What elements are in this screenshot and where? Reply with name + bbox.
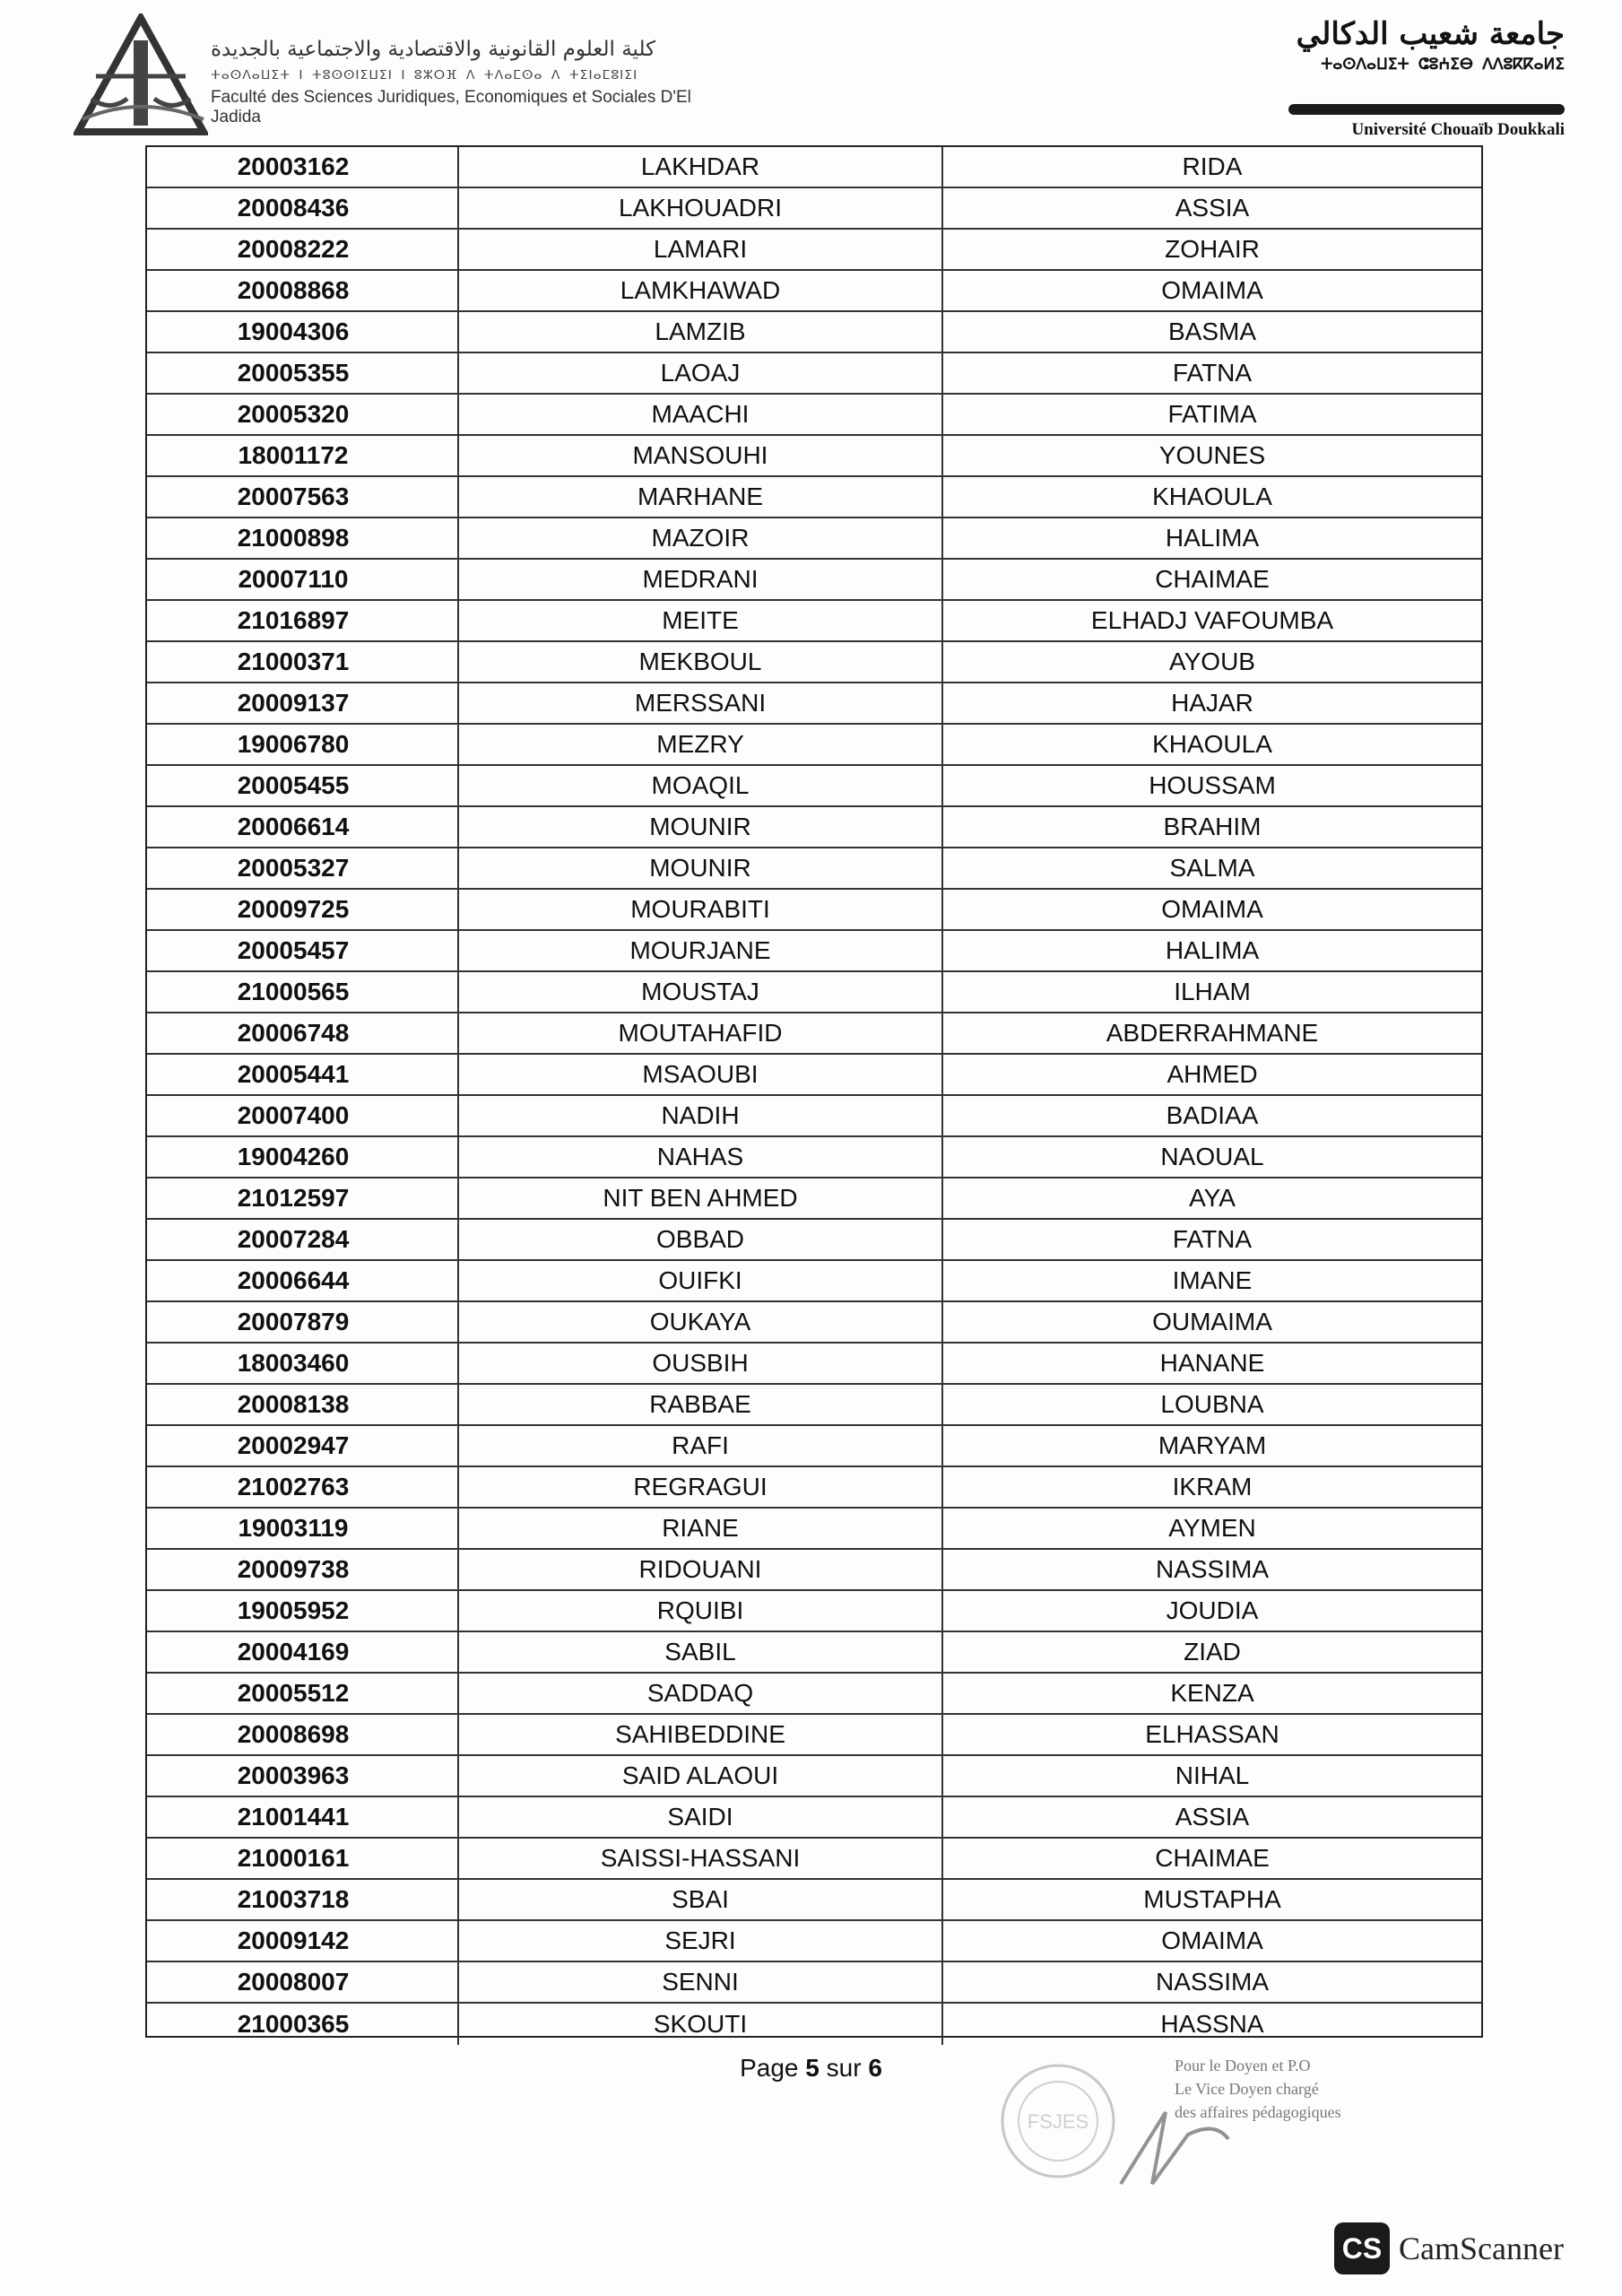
last-name-cell: SAHIBEDDINE [459,1715,943,1754]
table-row [147,1055,1481,1096]
first-name-cell: MARYAM [1158,1431,1267,1459]
last-name-cell: OUKAYA [459,1302,943,1342]
first-name-cell: HAJAR [1171,689,1253,717]
table-row [147,1261,1481,1302]
table-row [147,1220,1481,1261]
page-total: 6 [868,2054,882,2082]
first-name-cell: FATIMA [1167,400,1257,428]
last-name-cell: RQUIBI [459,1591,943,1631]
student-id-cell: 20008007 [147,1962,459,2002]
student-id-cell: 21003718 [147,1880,459,1919]
table-row [147,395,1481,436]
student-id-cell: 21000371 [147,642,459,682]
table-row [147,807,1481,848]
student-id-cell: 20008138 [147,1385,459,1424]
last-name-cell: LAMZIB [459,312,943,352]
table-row [147,271,1481,312]
last-name-cell: SADDAQ [459,1674,943,1713]
student-id-cell: 20005455 [147,766,459,805]
table-row [147,766,1481,807]
student-id-cell: 21000565 [147,972,459,1012]
first-name-cell: OMAIMA [1161,895,1263,923]
student-id-cell: 20005355 [147,353,459,393]
first-name-cell: KHAOULA [1152,483,1272,510]
student-id-cell: 20004169 [147,1632,459,1672]
first-name-cell: JOUDIA [1166,1596,1259,1624]
student-table [145,145,1483,2038]
university-name-arabic: جامعة شعيب الدكالي [1296,16,1565,52]
university-logo-bar [1288,104,1565,115]
first-name-cell: HASSNA [1160,2010,1264,2038]
first-name-cell: NASSIMA [1155,1968,1270,1996]
student-id-cell: 21002763 [147,1467,459,1507]
table-row [147,1591,1481,1632]
first-name-cell: HALIMA [1165,524,1260,552]
university-name-french: Université Chouaïb Doukkali [1351,120,1565,139]
last-name-cell: SENNI [459,1962,943,2002]
university-name-tifinagh: ⵜⴰⵙⴷⴰⵡⵉⵜ ⵛⵓⵄⵉⴱ ⴷⴷⵓⴽⴽⴰⵍⵉ [1321,56,1565,74]
last-name-cell: MOAQIL [459,766,943,805]
student-id-cell: 20006614 [147,807,459,847]
student-id-cell: 20006644 [147,1261,459,1300]
stamp-seal-text: FSJES [1027,2110,1089,2133]
table-row [147,1674,1481,1715]
first-name-cell: FATNA [1172,1225,1253,1253]
first-name-cell: YOUNES [1158,441,1266,469]
table-row [147,1178,1481,1220]
table-row [147,1426,1481,1467]
student-id-cell: 20002947 [147,1426,459,1465]
last-name-cell: MERSSANI [459,683,943,723]
first-name-cell: CHAIMAE [1155,565,1270,593]
student-id-cell: 18001172 [147,436,459,475]
first-name-cell: ZOHAIR [1165,235,1260,263]
camscanner-icon: CS [1334,2222,1390,2274]
first-name-cell: ELHADJ VAFOUMBA [1090,606,1334,634]
first-name-cell: OMAIMA [1161,1926,1263,1954]
table-row [147,1013,1481,1055]
last-name-cell: MAACHI [459,395,943,434]
student-id-cell: 21012597 [147,1178,459,1218]
table-row [147,1467,1481,1509]
student-id-cell: 20007110 [147,560,459,599]
table-row [147,1797,1481,1839]
first-name-cell: BASMA [1167,317,1257,345]
first-name-cell: IKRAM [1172,1473,1253,1500]
student-id-cell: 19005952 [147,1591,459,1631]
last-name-cell: NAHAS [459,1137,943,1177]
table-row [147,1962,1481,2004]
first-name-cell: AHMED [1167,1060,1258,1088]
table-row [147,683,1481,725]
last-name-cell: RAFI [459,1426,943,1465]
last-name-cell: LAKHOUADRI [459,188,943,228]
first-name-cell: HANANE [1159,1349,1265,1377]
first-name-cell: HALIMA [1165,936,1260,964]
last-name-cell: SKOUTI [459,2004,943,2045]
last-name-cell: MSAOUBI [459,1055,943,1094]
table-row [147,931,1481,972]
last-name-cell: MOUTAHAFID [459,1013,943,1053]
first-name-cell: AYMEN [1168,1514,1256,1542]
first-name-cell: NASSIMA [1155,1555,1270,1583]
first-name-cell: FATNA [1172,359,1253,387]
last-name-cell: SAID ALAOUI [459,1756,943,1796]
student-id-cell: 18003460 [147,1344,459,1383]
last-name-cell: LAMARI [459,230,943,269]
table-row [147,353,1481,395]
page-header [0,0,1622,148]
student-id-cell: 21001441 [147,1797,459,1837]
first-name-cell: ASSIA [1175,194,1250,222]
table-row [147,188,1481,230]
last-name-cell: SAISSI-HASSANI [459,1839,943,1878]
last-name-cell: MOURABITI [459,890,943,929]
student-id-cell: 20009738 [147,1550,459,1589]
last-name-cell: NADIH [459,1096,943,1135]
first-name-cell: ABDERRAHMANE [1106,1019,1319,1047]
table-row [147,436,1481,477]
last-name-cell: MOUSTAJ [459,972,943,1012]
last-name-cell: OUIFKI [459,1261,943,1300]
first-name-cell: ILHAM [1174,978,1251,1005]
first-name-cell: BADIAA [1166,1101,1259,1129]
last-name-cell: MAZOIR [459,518,943,558]
stamp-text [1175,2054,1417,2124]
page-current: 5 [805,2054,820,2082]
student-id-cell: 20005441 [147,1055,459,1094]
faculty-name-block [211,38,713,127]
first-name-cell: KHAOULA [1152,730,1272,758]
first-name-cell: LOUBNA [1160,1390,1264,1418]
table-row [147,477,1481,518]
student-id-cell: 19004306 [147,312,459,352]
table-row [147,848,1481,890]
last-name-cell: SABIL [459,1632,943,1672]
student-id-cell: 20003162 [147,147,459,187]
table-row [147,1880,1481,1921]
last-name-cell: SBAI [459,1880,943,1919]
faculty-name-french: Faculté des Sciences Juridiques, Economiques et Sociales D'El Jadida [211,88,691,126]
student-id-cell: 20007879 [147,1302,459,1342]
student-id-cell: 20005512 [147,1674,459,1713]
student-id-cell: 19003119 [147,1509,459,1548]
table-row [147,518,1481,560]
first-name-cell: AYOUB [1169,648,1255,675]
student-id-cell: 20009137 [147,683,459,723]
last-name-cell: MEDRANI [459,560,943,599]
student-id-cell: 20006748 [147,1013,459,1053]
table-row [147,890,1481,931]
first-name-cell: IMANE [1172,1266,1253,1294]
table-row [147,1096,1481,1137]
faculty-logo [74,13,208,137]
student-id-cell: 20008868 [147,271,459,310]
faculty-name-arabic: كلية العلوم القانونية والاقتصادية والاجتماعية بالجديدة [211,38,656,61]
table-row [147,1509,1481,1550]
last-name-cell: SEJRI [459,1921,943,1961]
last-name-cell: MEZRY [459,725,943,764]
page-prefix: Page [740,2054,799,2082]
table-row [147,2004,1481,2045]
table-row [147,1385,1481,1426]
stamp-line-3: des affaires pédagogiques [1175,2103,1341,2121]
camscanner-label: CamScanner [1399,2231,1564,2266]
last-name-cell: MANSOUHI [459,436,943,475]
last-name-cell: LAMKHAWAD [459,271,943,310]
last-name-cell: OBBAD [459,1220,943,1259]
table-row [147,642,1481,683]
university-logo-block [1278,16,1565,140]
table-row [147,601,1481,642]
student-id-cell: 21000161 [147,1839,459,1878]
camscanner-watermark [1334,2222,1564,2274]
page-separator: sur [826,2054,862,2082]
table-row [147,1839,1481,1880]
last-name-cell: MOURJANE [459,931,943,970]
student-id-cell: 20008436 [147,188,459,228]
last-name-cell: LAKHDAR [459,147,943,187]
first-name-cell: ZIAD [1184,1638,1241,1665]
table-row [147,972,1481,1013]
student-id-cell: 21000898 [147,518,459,558]
first-name-cell: BRAHIM [1163,813,1262,840]
first-name-cell: SALMA [1169,854,1255,882]
student-id-cell: 19006780 [147,725,459,764]
last-name-cell: RIANE [459,1509,943,1548]
student-id-cell: 20008698 [147,1715,459,1754]
table-row [147,560,1481,601]
table-row [147,1137,1481,1178]
first-name-cell: ELHASSAN [1145,1720,1279,1748]
first-name-cell: KENZA [1170,1679,1254,1707]
table-row [147,1632,1481,1674]
first-name-cell: NIHAL [1175,1761,1250,1789]
student-id-cell: 20009142 [147,1921,459,1961]
first-name-cell: OUMAIMA [1152,1308,1272,1335]
student-id-cell: 21000365 [147,2004,459,2045]
first-name-cell: ASSIA [1175,1803,1250,1831]
first-name-cell: AYA [1189,1184,1236,1212]
first-name-cell: NAOUAL [1160,1143,1264,1170]
last-name-cell: MOUNIR [459,848,943,888]
student-id-cell: 21016897 [147,601,459,640]
first-name-cell: CHAIMAE [1155,1844,1270,1872]
first-name-cell: RIDA [1182,152,1243,180]
last-name-cell: MEITE [459,601,943,640]
stamp-line-1: Pour le Doyen et P.O [1175,2057,1311,2074]
first-name-cell: OMAIMA [1161,276,1263,304]
last-name-cell: OUSBIH [459,1344,943,1383]
student-id-cell: 20003963 [147,1756,459,1796]
student-id-cell: 20007284 [147,1220,459,1259]
table-row [147,1344,1481,1385]
table-row [147,725,1481,766]
last-name-cell: MARHANE [459,477,943,517]
student-id-cell: 20008222 [147,230,459,269]
student-id-cell: 20007400 [147,1096,459,1135]
student-id-cell: 20005320 [147,395,459,434]
table-row [147,1756,1481,1797]
student-id-cell: 20009725 [147,890,459,929]
first-name-cell: HOUSSAM [1149,771,1276,799]
table-row [147,1921,1481,1962]
last-name-cell: MEKBOUL [459,642,943,682]
student-id-cell: 20005327 [147,848,459,888]
stamp-line-2: Le Vice Doyen chargé [1175,2080,1319,2098]
student-id-cell: 20007563 [147,477,459,517]
last-name-cell: RIDOUANI [459,1550,943,1589]
first-name-cell: MUSTAPHA [1143,1885,1281,1913]
last-name-cell: MOUNIR [459,807,943,847]
last-name-cell: NIT BEN AHMED [459,1178,943,1218]
last-name-cell: LAOAJ [459,353,943,393]
table-row [147,1302,1481,1344]
table-row [147,230,1481,271]
last-name-cell: SAIDI [459,1797,943,1837]
table-row [147,1715,1481,1756]
last-name-cell: RABBAE [459,1385,943,1424]
student-id-cell: 19004260 [147,1137,459,1177]
last-name-cell: REGRAGUI [459,1467,943,1507]
table-row [147,147,1481,188]
faculty-name-tifinagh: ⵜⴰⵙⴷⴰⵡⵉⵜ ⵏ ⵜⵓⵙⵙⵏⵉⵡⵉⵏ ⵏ ⵓⵣⵔⴼ ⴷ ⵜⴷⴰⵎⵙⴰ ⴷ ⵜⵉⵏⴰⵎⵓⵏⵉⵏ [211,68,638,83]
table-row [147,312,1481,353]
student-id-cell: 20005457 [147,931,459,970]
table-row [147,1550,1481,1591]
